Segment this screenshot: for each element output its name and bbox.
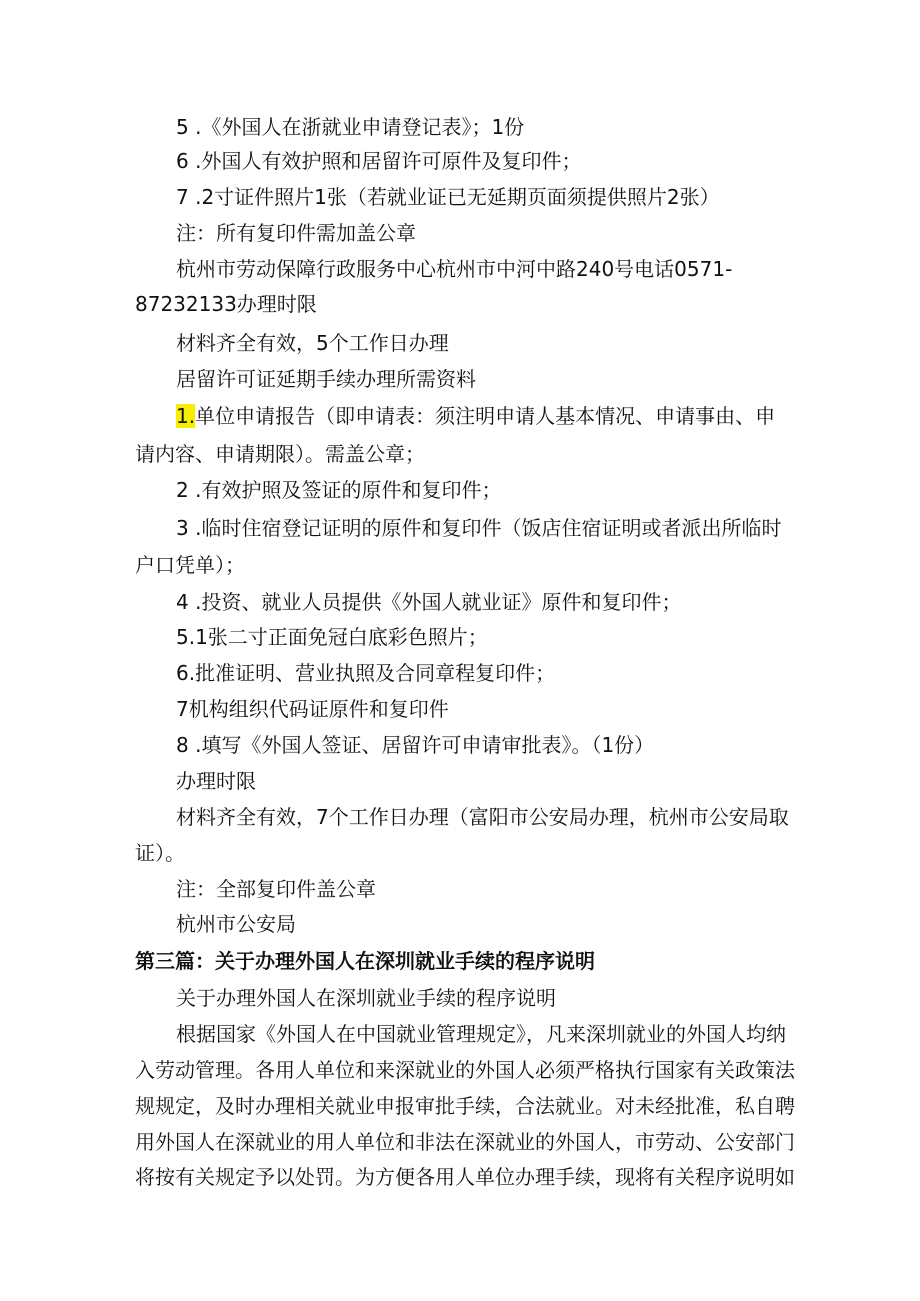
text-line: 入劳动管理。各用人单位和来深就业的外国人必须严格执行国家有关政策法 bbox=[135, 1058, 795, 1082]
text-line: 5 .《外国人在浙就业申请登记表》；1份 bbox=[176, 115, 525, 139]
text-line: 材料齐全有效，7个工作日办理（富阳市公安局办理，杭州市公安局取 bbox=[176, 805, 789, 829]
text-line: 将按有关规定予以处罚。为方便各用人单位办理手续，现将有关程序说明如 bbox=[135, 1165, 795, 1189]
text-line: 7机构组织代码证原件和复印件 bbox=[176, 697, 449, 721]
highlighted-number: 1. bbox=[176, 404, 196, 428]
text-line: 居留许可证延期手续办理所需资料 bbox=[176, 367, 476, 391]
text-line: 户口凭单）； bbox=[135, 553, 245, 577]
text-line: 4 .投资、就业人员提供《外国人就业证》原件和复印件； bbox=[176, 590, 682, 614]
text-line: 办理时限 bbox=[176, 769, 256, 793]
text-line: 杭州市劳动保障行政服务中心杭州市中河中路240号电话0571- bbox=[176, 257, 733, 281]
text-line: 6 .外国人有效护照和居留许可原件及复印件； bbox=[176, 149, 582, 173]
text-line: 证）。 bbox=[135, 841, 185, 865]
text-line: 材料齐全有效，5个工作日办理 bbox=[176, 331, 449, 355]
text-line: 2 .有效护照及签证的原件和复印件； bbox=[176, 478, 502, 502]
text-line: 5.1张二寸正面免冠白底彩色照片； bbox=[176, 625, 488, 649]
text-line: 注：全部复印件盖公章 bbox=[176, 877, 376, 901]
text-line: 3 .临时住宿登记证明的原件和复印件（饭店住宿证明或者派出所临时 bbox=[176, 516, 782, 540]
text-line: 87232133办理时限 bbox=[135, 292, 317, 316]
text-line: 7 .2寸证件照片1张（若就业证已无延期页面须提供照片2张） bbox=[176, 185, 720, 209]
text-line: 注：所有复印件需加盖公章 bbox=[176, 221, 416, 245]
text-line: 6.批准证明、营业执照及合同章程复印件； bbox=[176, 661, 556, 685]
text-line: 根据国家《外国人在中国就业管理规定》，凡来深圳就业的外国人均纳 bbox=[176, 1022, 786, 1046]
text-line: 关于办理外国人在深圳就业手续的程序说明 bbox=[176, 986, 556, 1010]
text-line: 用外国人在深就业的用人单位和非法在深就业的外国人，市劳动、公安部门 bbox=[135, 1130, 795, 1154]
numbered-item-1 bbox=[176, 406, 775, 426]
text-line: 规规定，及时办理相关就业申报审批手续，合法就业。对未经批准，私自聘 bbox=[135, 1094, 795, 1118]
text-line: 单位申请报告（即申请表：须注明申请人基本情况、申请事由、申 bbox=[195, 404, 776, 428]
section-heading: 第三篇：关于办理外国人在深圳就业手续的程序说明 bbox=[135, 949, 595, 973]
text-line: 请内容、申请期限）。需盖公章； bbox=[135, 442, 425, 466]
text-line: 杭州市公安局 bbox=[176, 912, 296, 936]
text-line: 8 .填写《外国人签证、居留许可申请审批表》。（1份） bbox=[176, 733, 655, 757]
